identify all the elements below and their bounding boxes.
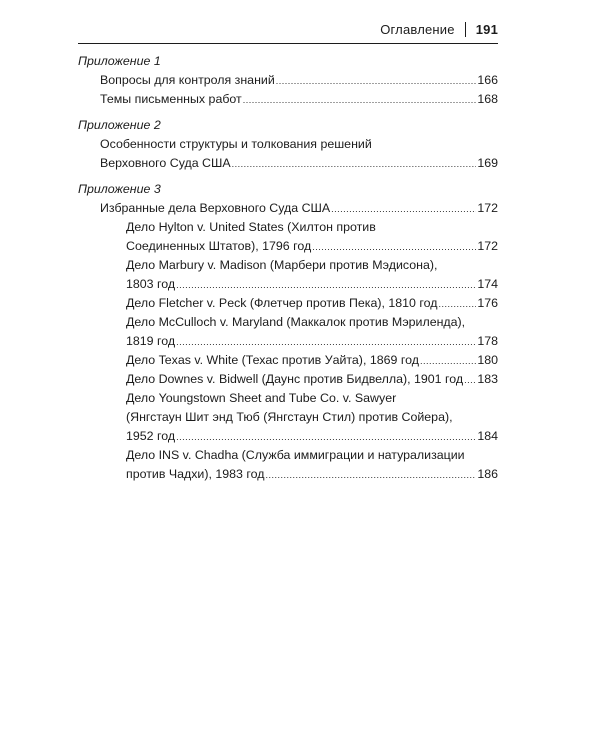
toc-entry [78, 218, 498, 256]
dot-leader [265, 466, 476, 485]
page-number: 191 [475, 22, 498, 37]
toc-entry-row [100, 71, 498, 90]
toc-entry-row [126, 332, 498, 351]
toc-page-number: 172 [477, 201, 498, 215]
toc-entry-line: Дело Marbury v. Madison (Марбери против Мэдисона), [126, 258, 438, 272]
toc-page-number: 178 [477, 334, 498, 348]
dot-leader [438, 295, 476, 314]
toc-entry-row [126, 294, 498, 313]
toc-entry-title: Верховного Суда США [100, 156, 231, 170]
toc-entry [78, 71, 498, 90]
toc-entry [78, 370, 498, 389]
table-of-contents [78, 52, 498, 484]
toc-entry-row [126, 275, 498, 294]
toc-entry [78, 389, 498, 446]
toc-entry-title: Избранные дела Верховного Суда США [100, 201, 331, 215]
toc-entry-title: Вопросы для контроля знаний [100, 73, 275, 87]
toc-entry-row [126, 351, 498, 370]
dot-leader [420, 352, 476, 371]
appendix-heading: Приложение 2 [78, 118, 161, 132]
toc-entry-title: Дело Texas v. White (Техас против Уайта), 1869 год [126, 353, 419, 367]
toc-entry-line: Дело Youngstown Sheet and Tube Co. v. Sawyer [126, 391, 397, 405]
toc-entry [78, 446, 498, 484]
toc-entry [78, 294, 498, 313]
running-header [380, 22, 498, 37]
toc-page-number: 184 [477, 429, 498, 443]
toc-page-number: 174 [477, 277, 498, 291]
toc-entry-row [126, 370, 498, 389]
toc-entry-line: Дело INS v. Chadha (Служба иммиграции и натурализации [126, 448, 465, 462]
dot-leader [331, 200, 476, 219]
toc-entry-row [100, 154, 498, 173]
toc-entry-row [100, 199, 498, 218]
toc-entry-line: Дело McCulloch v. Maryland (Маккалок против Мэриленда), [126, 315, 466, 329]
running-header-title: Оглавление [380, 22, 455, 37]
toc-entry-title: 1952 год [126, 429, 176, 443]
toc-entry [78, 351, 498, 370]
toc-entry-title: Дело Fletcher v. Peck (Флетчер против Пека), 1810 год [126, 296, 438, 310]
appendix-heading: Приложение 3 [78, 182, 161, 196]
dot-leader [243, 91, 477, 110]
dot-leader [464, 371, 476, 390]
toc-page-number: 172 [477, 239, 498, 253]
header-separator [465, 22, 466, 37]
toc-page-number: 166 [477, 73, 498, 87]
dot-leader [176, 428, 476, 447]
toc-entry [78, 199, 498, 218]
toc-entry-title: против Чадхи), 1983 год [126, 467, 265, 481]
dot-leader [312, 238, 476, 257]
toc-entry [78, 90, 498, 109]
toc-page-number: 176 [477, 296, 498, 310]
toc-entry-title: 1819 год [126, 334, 176, 348]
toc-entry [78, 135, 498, 173]
toc-entry-title: Соединенных Штатов), 1796 год [126, 239, 312, 253]
dot-leader [176, 333, 476, 352]
toc-entry-row [126, 237, 498, 256]
toc-entry-line: Дело Hylton v. United States (Хилтон против [126, 220, 376, 234]
appendix-heading: Приложение 1 [78, 54, 161, 68]
toc-page-number: 169 [477, 156, 498, 170]
toc-entry-row [126, 465, 498, 484]
toc-page-number: 183 [477, 372, 498, 386]
toc-entry [78, 256, 498, 294]
toc-page-number: 180 [477, 353, 498, 367]
header-rule [78, 43, 498, 44]
toc-entry-line: (Янгстаун Шит энд Тюб (Янгстаун Стил) против Сойера), [126, 410, 453, 424]
toc-entry-row [126, 427, 498, 446]
toc-entry-row [100, 90, 498, 109]
toc-entry-title: 1803 год [126, 277, 176, 291]
toc-page-number: 168 [477, 92, 498, 106]
toc-entry-title: Дело Downes v. Bidwell (Даунс против Бидвелла), 1901 год [126, 372, 464, 386]
toc-entry-line: Особенности структуры и толкования решений [100, 137, 372, 151]
dot-leader [176, 276, 476, 295]
toc-entry-title: Темы письменных работ [100, 92, 242, 106]
dot-leader [232, 155, 477, 174]
toc-entry [78, 313, 498, 351]
toc-page-number: 186 [477, 467, 498, 481]
dot-leader [276, 72, 477, 91]
